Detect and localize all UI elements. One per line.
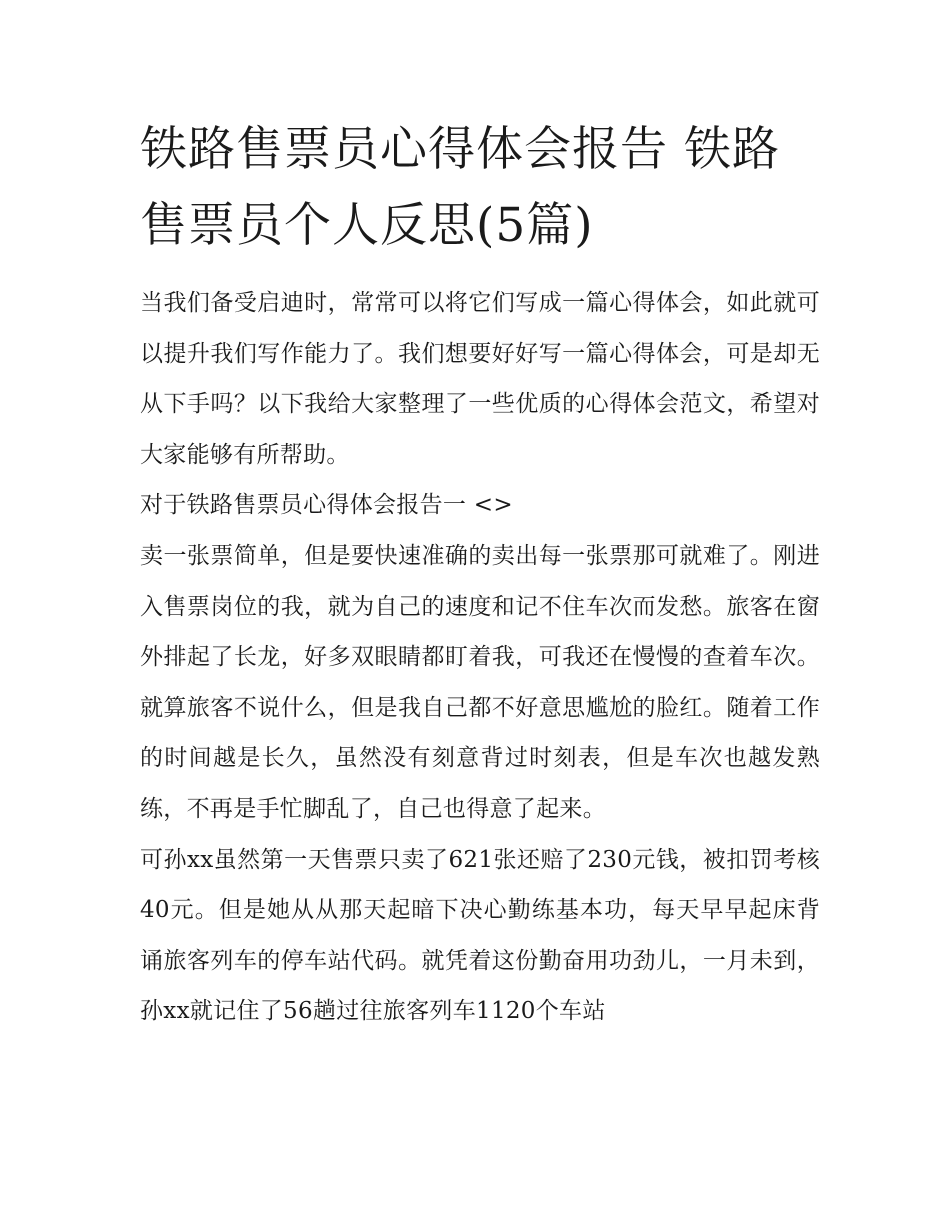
document-title: 铁路售票员心得体会报告 铁路售票员个人反思(5篇) [140, 122, 780, 253]
body-paragraph-1: 卖一张票简单，但是要快速准确的卖出每一张票那可就难了。刚进入售票岗位的我，就为自己的速度和记不住车次而发愁。旅客在窗外排起了长龙，好多双眼睛都盯着我，可我还在慢慢的查着车次。就算旅客不说什么，但是我自己都不好意思尴尬的脸红。随着工作的时间越是长久，虽然没有刻意背过时刻表，但是车次也越发熟练，不再是手忙脚乱了，自己也得意了起来。 [140, 542, 820, 822]
document-page [140, 112, 820, 1037]
body-paragraph-2: 可孙xx虽然第一天售票只卖了621张还赔了230元钱，被扣罚考核40元。但是她从从那天起暗下决心勤练基本功，每天早早起床背诵旅客列车的停车站代码。就凭着这份勤奋用功劲儿，一月未到，孙xx就记住了56趟过往旅客列车1120个车站 [140, 846, 820, 1025]
intro-paragraph: 当我们备受启迪时，常常可以将它们写成一篇心得体会，如此就可以提升我们写作能力了。我们想要好好写一篇心得体会，可是却无从下手吗？以下我给大家整理了一些优质的心得体会范文，希望对大家能够有所帮助。 [140, 290, 820, 468]
section-heading: 对于铁路售票员心得体会报告一 <> [140, 492, 513, 519]
